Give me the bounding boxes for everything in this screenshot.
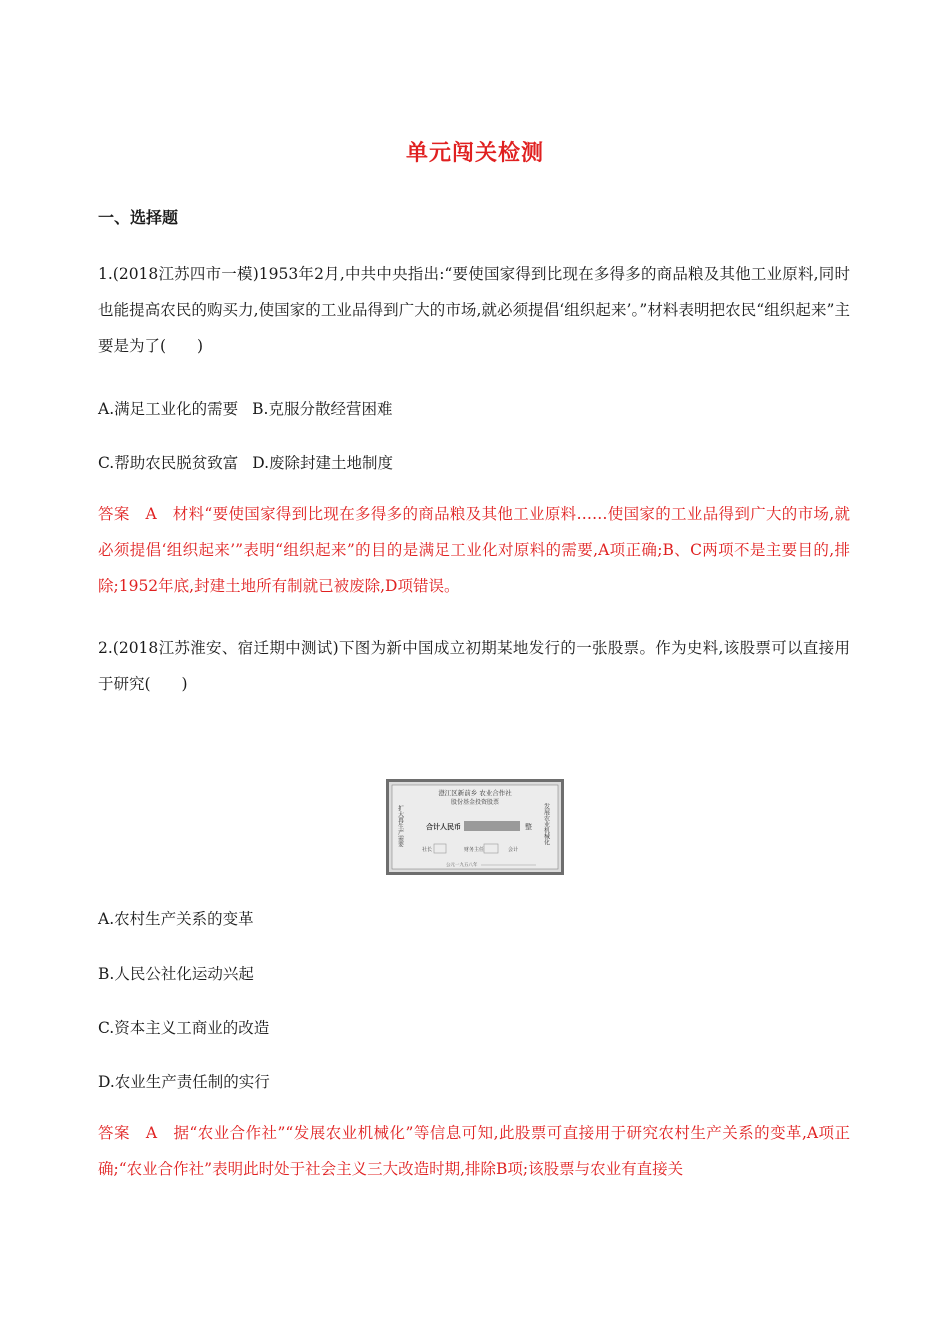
stock-sign-president: 社长 <box>422 847 433 853</box>
stock-certificate-image <box>386 779 564 875</box>
q1-option-a: A.满足工业化的需要 <box>98 400 239 418</box>
question-1-options-row-1 <box>98 397 392 419</box>
stock-date-row: 公元一九五八年 <box>446 863 478 868</box>
stock-amount-suffix: 整 <box>525 823 532 831</box>
q2-option-a: A.农村生产关系的变革 <box>98 910 254 928</box>
question-1-options-row-2 <box>98 451 393 473</box>
stock-title-line-2: 股份基金投资股票 <box>450 799 500 806</box>
q1-option-b: B.克服分散经营困难 <box>252 400 393 418</box>
section-heading: 一、选择题 <box>98 208 179 227</box>
stock-amount-stamp <box>464 821 520 831</box>
stock-left-vertical-text: 扩大再生产需要 <box>396 805 404 847</box>
question-2-stem: 2.(2018江苏淮安、宿迁期中测试)下图为新中国成立初期某地发行的一张股票。作为史料,该股票可以直接用于研究( ) <box>98 639 850 693</box>
q1-option-c: C.帮助农民脱贫致富 <box>98 454 239 472</box>
q2-option-d: D.农业生产责任制的实行 <box>98 1073 270 1091</box>
question-1-answer: 答案 A 材料“要使国家得到比现在多得多的商品粮及其他工业原料……使国家的工业品得到广大的市场,就必须提倡‘组织起来’”表明“组织起来”的目的是满足工业化对原料的需要,A项正确;B、C两项不是主要目的,排除;1952年底,封建土地所有制就已被废除,D项错误。 <box>98 505 850 595</box>
q1-option-d: D.废除封建土地制度 <box>252 454 394 472</box>
stock-right-vertical-text: 发展农业机械化 <box>542 803 550 845</box>
stock-title-line-1: 澄江区新前乡 农业合作社 <box>438 789 512 797</box>
stock-amount-label: 合计人民币 <box>426 823 461 831</box>
q2-option-b: B.人民公社化运动兴起 <box>98 965 254 983</box>
stock-sign-accountant: 会计 <box>508 847 519 853</box>
page-title: 单元闯关检测 <box>405 141 544 166</box>
stock-sign-finance: 财务主任 <box>464 847 485 853</box>
question-2-answer: 答案 A 据“农业合作社”“发展农业机械化”等信息可知,此股票可直接用于研究农村生产关系的变革,A项正确;“农业合作社”表明此时处于社会主义三大改造时期,排除B项;该股票与农业有直接关 <box>98 1124 850 1178</box>
question-1-stem: 1.(2018江苏四市一模)1953年2月,中共中央指出:“要使国家得到比现在多得多的商品粮及其他工业原料,同时也能提高农民的购买力,使国家的工业品得到广大的市场,就必须提倡‘组织起来’。”材料表明把农民“组织起来”主要是为了( ) <box>98 265 850 355</box>
q2-option-c: C.资本主义工商业的改造 <box>98 1019 270 1037</box>
